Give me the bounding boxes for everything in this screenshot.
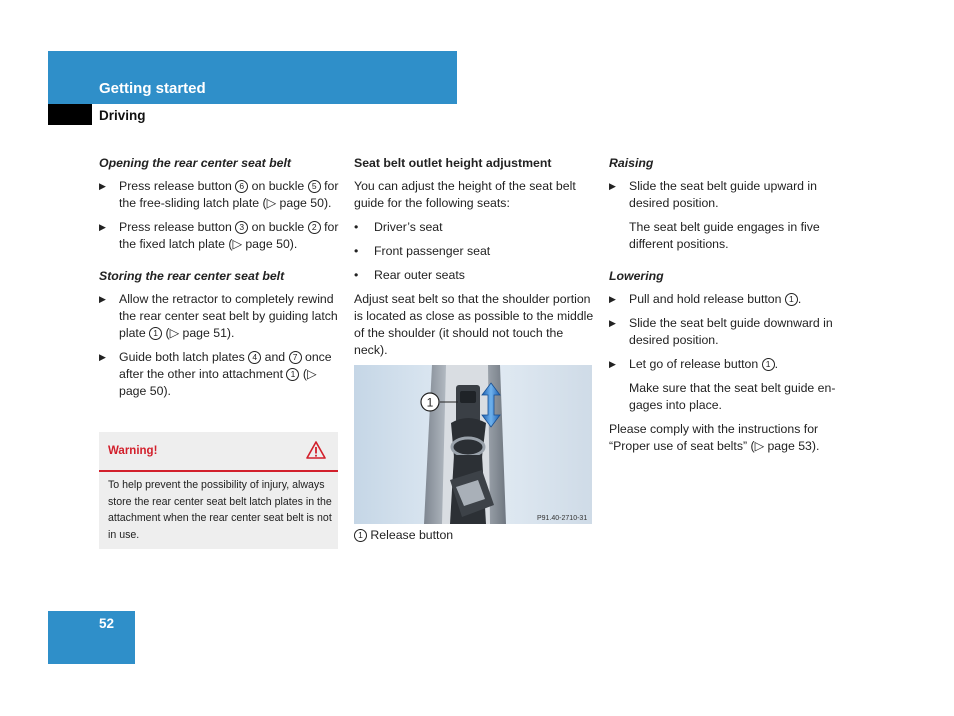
- callout-number: 1: [149, 327, 162, 340]
- step-arrow-icon: ▶: [609, 294, 616, 304]
- callout-number: 1: [354, 529, 367, 542]
- list-item: • Rear outer seats: [354, 268, 465, 282]
- page-number-box: [48, 611, 135, 664]
- step-arrow-icon: ▶: [609, 181, 616, 191]
- note-five-positions: The seat belt guide engages in five different positions.: [629, 220, 820, 251]
- callout-number: 5: [308, 180, 321, 193]
- column-3: [609, 155, 849, 462]
- column-1: [99, 155, 339, 407]
- caption-text: Release button: [370, 528, 454, 542]
- callout-number: 2: [308, 221, 321, 234]
- step-arrow-icon: ▶: [609, 318, 616, 328]
- warning-box: [99, 432, 338, 549]
- note-engages: Make sure that the seat belt guide en-gages into place.: [629, 381, 836, 412]
- step-arrow-icon: ▶: [99, 222, 106, 232]
- step-pull-hold-release: ▶ Pull and hold release button 1 .: [609, 292, 802, 306]
- callout-number: 1: [785, 293, 798, 306]
- step-guide-latch-plates: ▶ Guide both latch plates 4 and 7 once after the other into attachment 1 (▷ page 50).: [99, 350, 332, 398]
- image-callout-number: 1: [426, 395, 434, 410]
- step-allow-retractor: ▶ Allow the retractor to completely rewind the rear center seat belt by guiding latch plate 1 (▷ page 51).: [99, 292, 338, 340]
- step-press-release-3: ▶ Press release button 3 on buckle 2 for the fixed latch plate (▷ page 50).: [99, 220, 339, 251]
- step-arrow-icon: ▶: [99, 352, 106, 362]
- callout-number: 3: [235, 221, 248, 234]
- callout-number: 1: [286, 368, 299, 381]
- column-2: [354, 155, 594, 366]
- heading-storing: Storing the rear center seat belt: [99, 269, 285, 283]
- heading-raising: Raising: [609, 156, 654, 170]
- subsection-title: Driving: [99, 108, 146, 123]
- heading-lowering: Lowering: [609, 269, 664, 283]
- callout-number: 7: [289, 351, 302, 364]
- step-slide-downward: ▶ Slide the seat belt guide downward in desired position.: [609, 316, 833, 347]
- callout-number: 4: [248, 351, 261, 364]
- step-press-release-6: ▶ Press release button 6 on buckle 5 for the free-sliding latch plate (▷ page 50).: [99, 179, 339, 210]
- list-item: • Front passenger seat: [354, 244, 491, 258]
- closing-text: Please comply with the instructions for “Proper use of seat belts” (▷ page 53).: [609, 422, 820, 453]
- page-number: 52: [99, 616, 115, 631]
- warning-header: [99, 432, 338, 472]
- instruction-text: Adjust seat belt so that the shoulder portion is located as close as possible to the middle of the shoulder (it should not touch the neck).: [354, 292, 594, 357]
- step-arrow-icon: ▶: [609, 359, 616, 369]
- step-slide-upward: ▶ Slide the seat belt guide upward in desired position.: [609, 179, 817, 210]
- image-caption: [354, 528, 453, 542]
- callout-number: 1: [762, 358, 775, 371]
- heading-opening: Opening the rear center seat belt: [99, 156, 292, 170]
- callout-number: 6: [235, 180, 248, 193]
- warning-triangle-icon: [306, 441, 326, 459]
- warning-text: To help prevent the possibility of injury, always store the rear center seat belt latch plates in the attachment when the rear center seat belt is not in use.: [108, 479, 332, 541]
- list-item: • Driver’s seat: [354, 220, 443, 234]
- seat-belt-guide-illustration: [354, 365, 592, 524]
- section-title: Getting started: [99, 80, 206, 97]
- warning-title: Warning!: [108, 445, 158, 457]
- step-arrow-icon: ▶: [99, 294, 106, 304]
- heading-height-adjustment: Seat belt outlet height adjustment: [354, 156, 552, 170]
- step-let-go-release: ▶ Let go of release button 1 .: [609, 357, 779, 371]
- image-code: P91.40-2710-31: [537, 515, 588, 522]
- step-arrow-icon: ▶: [99, 181, 106, 191]
- intro-text: You can adjust the height of the seat belt guide for the following seats:: [354, 179, 576, 210]
- subsection-marker: [48, 104, 92, 125]
